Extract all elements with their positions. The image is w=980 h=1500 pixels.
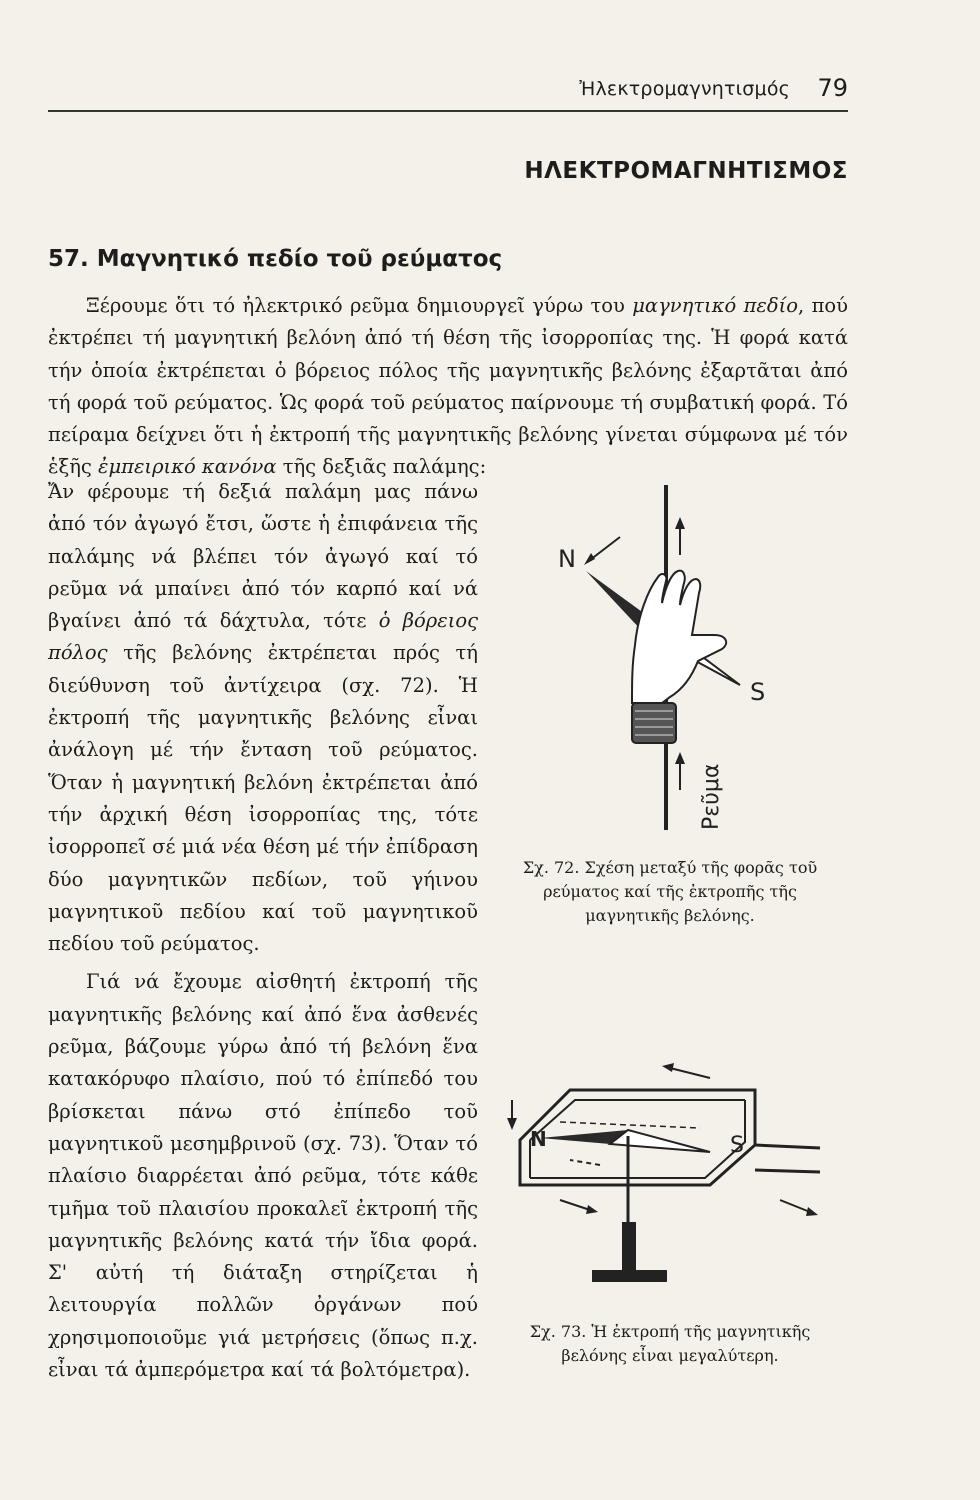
figure-73-illustration bbox=[500, 1060, 840, 1290]
paragraph-right-hand-rule: Ἄν φέρουμε τή δεξιά παλάμη μας πάνω ἀπό τόν ἀγωγό ἔτσι, ὥστε ἡ ἐπιφάνεια τῆς παλάμης νά βλέπει τόν ἀγωγό καί τό ρεῦμα νά μπαίνει ἀπό τόν καρπό καί νά βγαίνει ἀπό τά δάχτυλα, τότε ὁ βόρειος πόλος τῆς βελόνης ἐκτρέπεται πρός τή διεύθυνση τοῦ ἀντίχειρα (σχ. 72). Ἡ ἐκτροπή τῆς μαγνητικῆς βελόνης εἶναι ἀνάλογη μέ τήν ἔνταση τοῦ ρεύματος. Ὅταν ἡ μαγνητική βελόνη ἐκτρέπεται ἀπό τήν ἀρχική θέση ἰσορροπίας της, τότε ἰσορροπεῖ σέ μιά νέα θέση μέ τήν ἐπίδραση δύο μαγνητικῶν πεδίων, τοῦ γήινου μαγνητικοῦ πεδίου καί τοῦ μαγνητικοῦ πεδίου τοῦ ρεύματος. bbox=[48, 480, 478, 956]
figure-73 bbox=[500, 1060, 840, 1290]
section-title: 57. Μαγνητικό πεδίο τοῦ ρεύματος bbox=[48, 246, 503, 272]
label-s: S bbox=[750, 678, 766, 706]
figure-73-caption: Σχ. 73. Ἡ ἐκτροπή τῆς μαγνητικῆς βελόνης εἶναι μεγαλύτερη. bbox=[529, 1322, 811, 1365]
label-n: N bbox=[558, 545, 576, 573]
text-column bbox=[48, 476, 478, 1386]
stand-base bbox=[592, 1270, 667, 1282]
current-label: Ρεῦμα bbox=[699, 763, 724, 830]
chapter-title: ΗΛΕΚΤΡΟΜΑΓΝΗΤΙΣΜΟΣ bbox=[524, 158, 848, 184]
compass-needle-south bbox=[610, 1130, 710, 1152]
paragraph-frame: Γιά νά ἔχουμε αἰσθητή ἐκτροπή τῆς μαγνητικῆς βελόνης καί ἀπό ἕνα ἀσθενές ρεῦμα, βάζουμε γύρω ἀπό τή βελόνη ἕνα κατακόρυφο πλαίσιο, πού τό ἐπίπεδό του βρίσκεται πάνω στό ἐπίπεδο τοῦ μαγνητικοῦ μεσημβρινοῦ (σχ. 73). Ὅταν τό πλαίσιο διαρρέεται ἀπό ρεῦμα, τότε κάθε τμῆμα τοῦ πλαισίου προκαλεῖ ἐκτροπή τῆς μαγνητικῆς βελόνης κατά τήν ἴδια φορά. Σ' αὐτή τή διάταξη στηρίζεται ἡ λειτουργία πολλῶν ὀργάνων πού χρησιμοποιοῦμε γιά μετρήσεις (ὅπως π.χ. εἶναι τά ἀμπερόμετρα καί τά βολτόμετρα). bbox=[48, 970, 478, 1382]
figure-72-caption: Σχ. 72. Σχέση μεταξύ τῆς φορᾶς τοῦ ρεύματος καί τῆς ἐκτροπῆς τῆς μαγνητικῆς βελόνης. bbox=[522, 858, 818, 925]
label-n: N bbox=[530, 1127, 547, 1151]
figure-72 bbox=[540, 485, 790, 835]
right-hand bbox=[632, 571, 726, 703]
label-s: S bbox=[730, 1133, 744, 1158]
figure-72-illustration bbox=[540, 485, 790, 835]
running-title: Ἠλεκτρομαγνητισμός bbox=[579, 78, 790, 100]
sleeve-cuff bbox=[632, 703, 676, 743]
stand-post bbox=[622, 1222, 636, 1272]
page-number: 79 bbox=[817, 74, 848, 102]
running-head bbox=[48, 72, 848, 112]
paragraph-magnetic-field: Ξέρουμε ὅτι τό ἠλεκτρικό ρεῦμα δημιουργεῖ γύρω του μαγνητικό πεδίο, πού ἐκτρέπει τή μαγνητική βελόνη ἀπό τή θέση τῆς ἰσορροπίας της. Ἡ φορά κατά τήν ὁποία ἐκτρέπεται ὁ βόρειος πόλος τῆς μαγνητικῆς βελόνης ἐξαρτᾶται ἀπό τή φορά τοῦ ρεύματος. Ὡς φορά τοῦ ρεύματος παίρνουμε τή συμβατική φορά. Τό πείραμα δείχνει ὅτι ἡ ἐκτροπή τῆς μαγνητικῆς βελόνης γίνεται σύμφωνα μέ τόν ἑξῆς ἐμπειρικό κανόνα τῆς δεξιᾶς παλάμης: bbox=[48, 294, 848, 479]
